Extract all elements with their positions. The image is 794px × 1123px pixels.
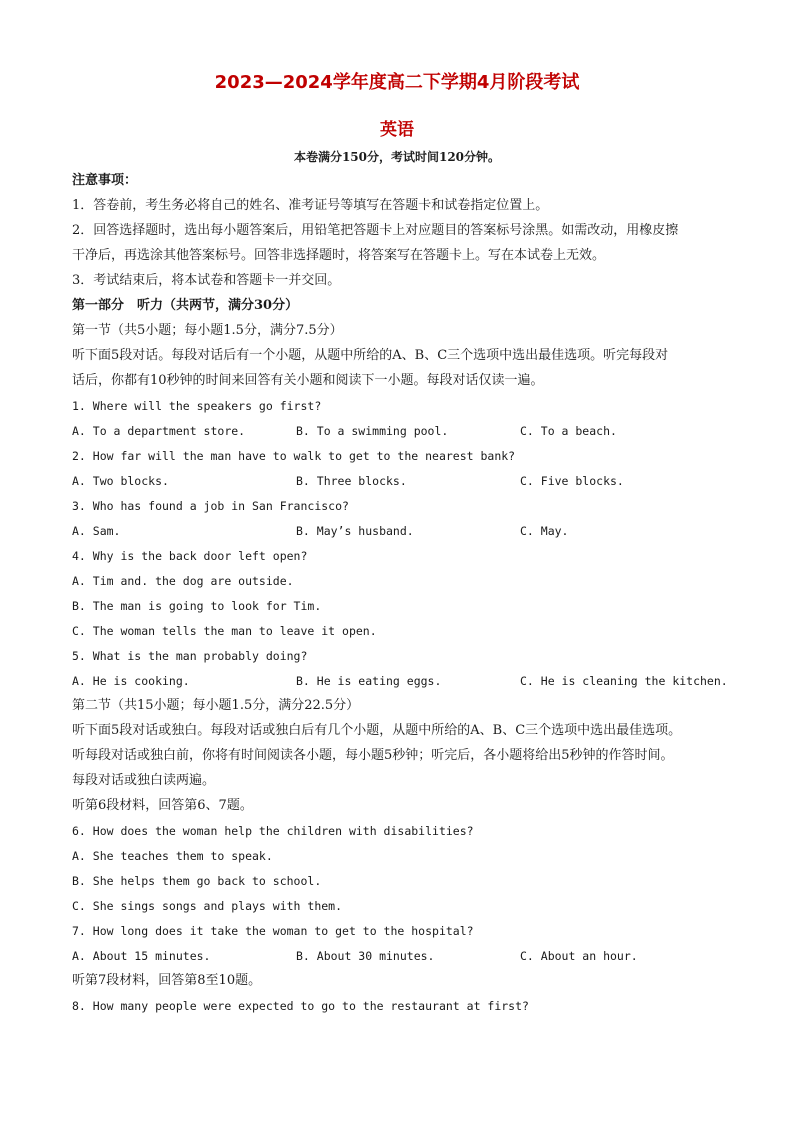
question-3-options (72, 522, 732, 540)
material-7-label: 听第7段材料，回答第8至10题。 (72, 973, 262, 988)
exam-title: 2023—2024学年度高二下学期4月阶段考试 (214, 72, 580, 93)
question-7-options (72, 947, 732, 965)
question-8-stem: 8. How many people were expected to go to the restaurant at first? (72, 999, 529, 1013)
q2-option-c: C. Five blocks. (520, 474, 624, 488)
question-1-stem: 1. Where will the speakers go first? (72, 399, 322, 413)
question-1-options (72, 422, 732, 440)
notice-heading: 注意事项： (72, 173, 138, 188)
question-5-options (72, 672, 732, 690)
question-4-stem: 4. Why is the back door left open? (72, 549, 308, 563)
notice-item-2-cont: 干净后，再选涂其他答案标号。回答非选择题时，将答案写在答题卡上。写在本试卷上无效。 (72, 248, 606, 263)
section2-heading: 第二节（共15小题；每小题1.5分，满分22.5分） (72, 698, 360, 713)
q3-option-b: B. May’s husband. (296, 524, 414, 538)
q6-option-b: B. She helps them go back to school. (72, 874, 322, 888)
score-time-note: 本卷满分150分，考试时间120分钟。 (293, 150, 501, 164)
question-3-stem: 3. Who has found a job in San Francisco? (72, 499, 349, 513)
material-6-label: 听第6段材料，回答第6、7题。 (72, 798, 253, 813)
q4-option-c: C. The woman tells the man to leave it open. (72, 624, 377, 638)
q3-option-c: C. May. (520, 524, 569, 538)
q3-option-a: A. Sam. (72, 524, 121, 538)
q6-option-c: C. She sings songs and plays with them. (72, 899, 343, 913)
q7-option-a: A. About 15 minutes. (72, 949, 211, 963)
notice-item-3: 3．考试结束后，将本试卷和答题卡一并交回。 (72, 273, 341, 288)
q1-option-a: A. To a department store. (72, 424, 246, 438)
section2-instructions-cont: 听每段对话或独白前，你将有时间阅读各小题，每小题5秒钟；听完后，各小题将给出5秒钟的作答时间。 (72, 748, 674, 763)
q5-option-b: B. He is eating eggs. (296, 674, 442, 688)
notice-item-2: 2．回答选择题时，选出每小题答案后，用铅笔把答题卡上对应题目的答案标号涂黑。如需改动，用橡皮擦 (72, 223, 679, 238)
q7-option-c: C. About an hour. (520, 949, 638, 963)
section1-heading: 第一节（共5小题；每小题1.5分，满分7.5分） (72, 323, 343, 338)
section2-instructions-end: 每段对话或独白读两遍。 (72, 773, 216, 788)
q6-option-a: A. She teaches them to speak. (72, 849, 273, 863)
question-7-stem: 7. How long does it take the woman to get to the hospital? (72, 924, 474, 938)
question-2-stem: 2. How far will the man have to walk to get to the nearest bank? (72, 449, 516, 463)
q5-option-a: A. He is cooking. (72, 674, 190, 688)
notice-item-1: 1．答卷前，考生务必将自己的姓名、准考证号等填写在答题卡和试卷指定位置上。 (72, 198, 549, 213)
q7-option-b: B. About 30 minutes. (296, 949, 435, 963)
section1-instructions-cont: 话后，你都有10秒钟的时间来回答有关小题和阅读下一小题。每段对话仅读一遍。 (72, 373, 544, 388)
q4-option-b: B. The man is going to look for Tim. (72, 599, 322, 613)
question-6-stem: 6. How does the woman help the children with disabilities? (72, 824, 474, 838)
part1-heading: 第一部分 听力（共两节，满分30分） (72, 298, 299, 313)
q2-option-a: A. Two blocks. (72, 474, 169, 488)
q5-option-c: C. He is cleaning the kitchen. (520, 674, 728, 688)
q2-option-b: B. Three blocks. (296, 474, 407, 488)
section2-instructions: 听下面5段对话或独白。每段对话或独白后有几个小题，从题中所给的A、B、C三个选项中选出最佳选项。 (72, 723, 682, 738)
q4-option-a: A. Tim and. the dog are outside. (72, 574, 294, 588)
question-5-stem: 5. What is the man probably doing? (72, 649, 308, 663)
q1-option-b: B. To a swimming pool. (296, 424, 449, 438)
section1-instructions: 听下面5段对话。每段对话后有一个小题，从题中所给的A、B、C三个选项中选出最佳选项。听完每段对 (72, 348, 669, 363)
q1-option-c: C. To a beach. (520, 424, 617, 438)
question-2-options (72, 472, 732, 490)
subject-title: 英语 (380, 120, 414, 140)
